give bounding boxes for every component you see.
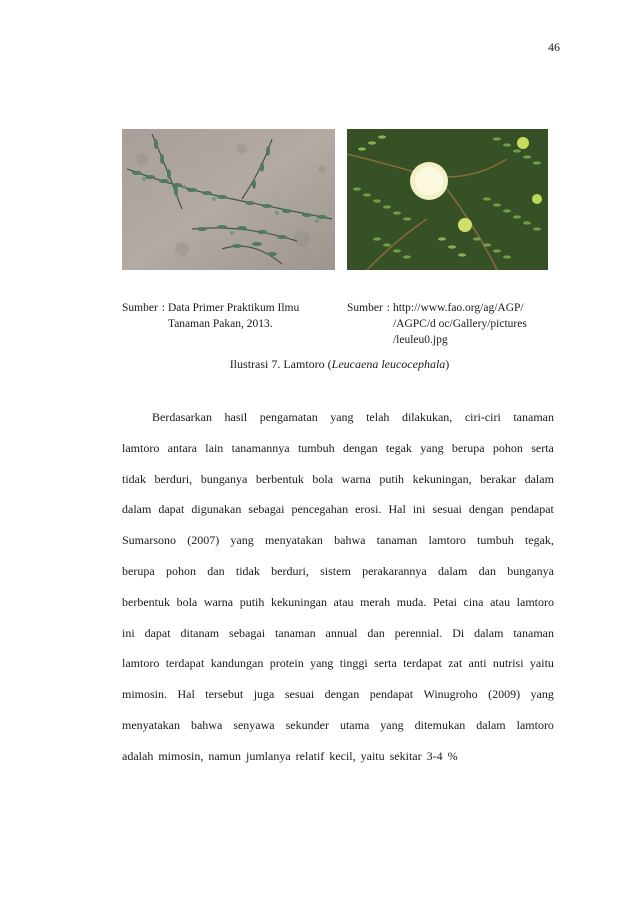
caption-suffix: )	[445, 357, 450, 371]
right-figure-source	[347, 300, 557, 348]
paragraph-line: mimosin. Hal tersebut juga sesuai dengan pendapat Winugroho (2009) yang	[122, 687, 554, 702]
source-label: Sumber	[347, 302, 383, 314]
source-text: Data Primer Praktikum Ilmu Tanaman Pakan, 2013.	[167, 302, 300, 330]
body-paragraph	[122, 402, 554, 772]
source-separator: :	[386, 302, 390, 314]
lamtoro-flower-photo	[347, 129, 548, 270]
caption-prefix: Ilustrasi 7. Lamtoro (	[229, 357, 332, 371]
paragraph-line: lamtoro terdapat kandungan protein yang tinggi serta terdapat zat anti nutrisi yaitu	[122, 656, 554, 671]
paragraph-line: ini dapat ditanam sebagai tanaman annual dan perennial. Di dalam tanaman	[122, 625, 554, 640]
caption-species: Leucaena leucocephala	[331, 357, 446, 371]
page-number: 46	[548, 40, 560, 54]
paragraph-line: tidak berduri, bunganya berbentuk bola warna putih kekuningan, berakar dalam	[122, 471, 554, 486]
source-url: http://www.fao.org/ag/AGP/ /AGPC/d oc/Gallery/pictures /leuleu0.jpg	[392, 302, 527, 346]
paragraph-line: berbentuk bola warna putih kekuningan atau merah muda. Petai cina atau lamtoro	[122, 594, 554, 609]
paragraph-line: berupa pohon dan tidak berduri, sistem perakarannya dalam dan bunganya	[122, 563, 554, 578]
source-label: Sumber	[122, 302, 158, 314]
paragraph-line: Berdasarkan hasil pengamatan yang telah dilakukan, ciri-ciri tanaman	[152, 410, 554, 424]
figure-caption	[122, 357, 557, 372]
paragraph-line: menyatakan bahwa senyawa sekunder utama yang ditemukan dalam lamtoro	[122, 717, 554, 732]
left-figure-source	[122, 300, 337, 332]
paragraph-line: Sumarsono (2007) yang menyatakan bahwa tanaman lamtoro tumbuh tegak,	[122, 533, 554, 548]
paragraph-line: adalah mimosin, namun jumlanya relatif kecil, yaitu sekitar 3-4 %	[122, 748, 458, 763]
paragraph-line: dalam dapat digunakan sebagai pencegahan erosi. Hal ini sesuai dengan pendapat	[122, 502, 554, 517]
lamtoro-specimen-photo	[122, 129, 335, 270]
paragraph-line: lamtoro antara lain tanamannya tumbuh dengan tegak yang berupa pohon serta	[122, 440, 554, 455]
source-separator: :	[161, 302, 165, 314]
